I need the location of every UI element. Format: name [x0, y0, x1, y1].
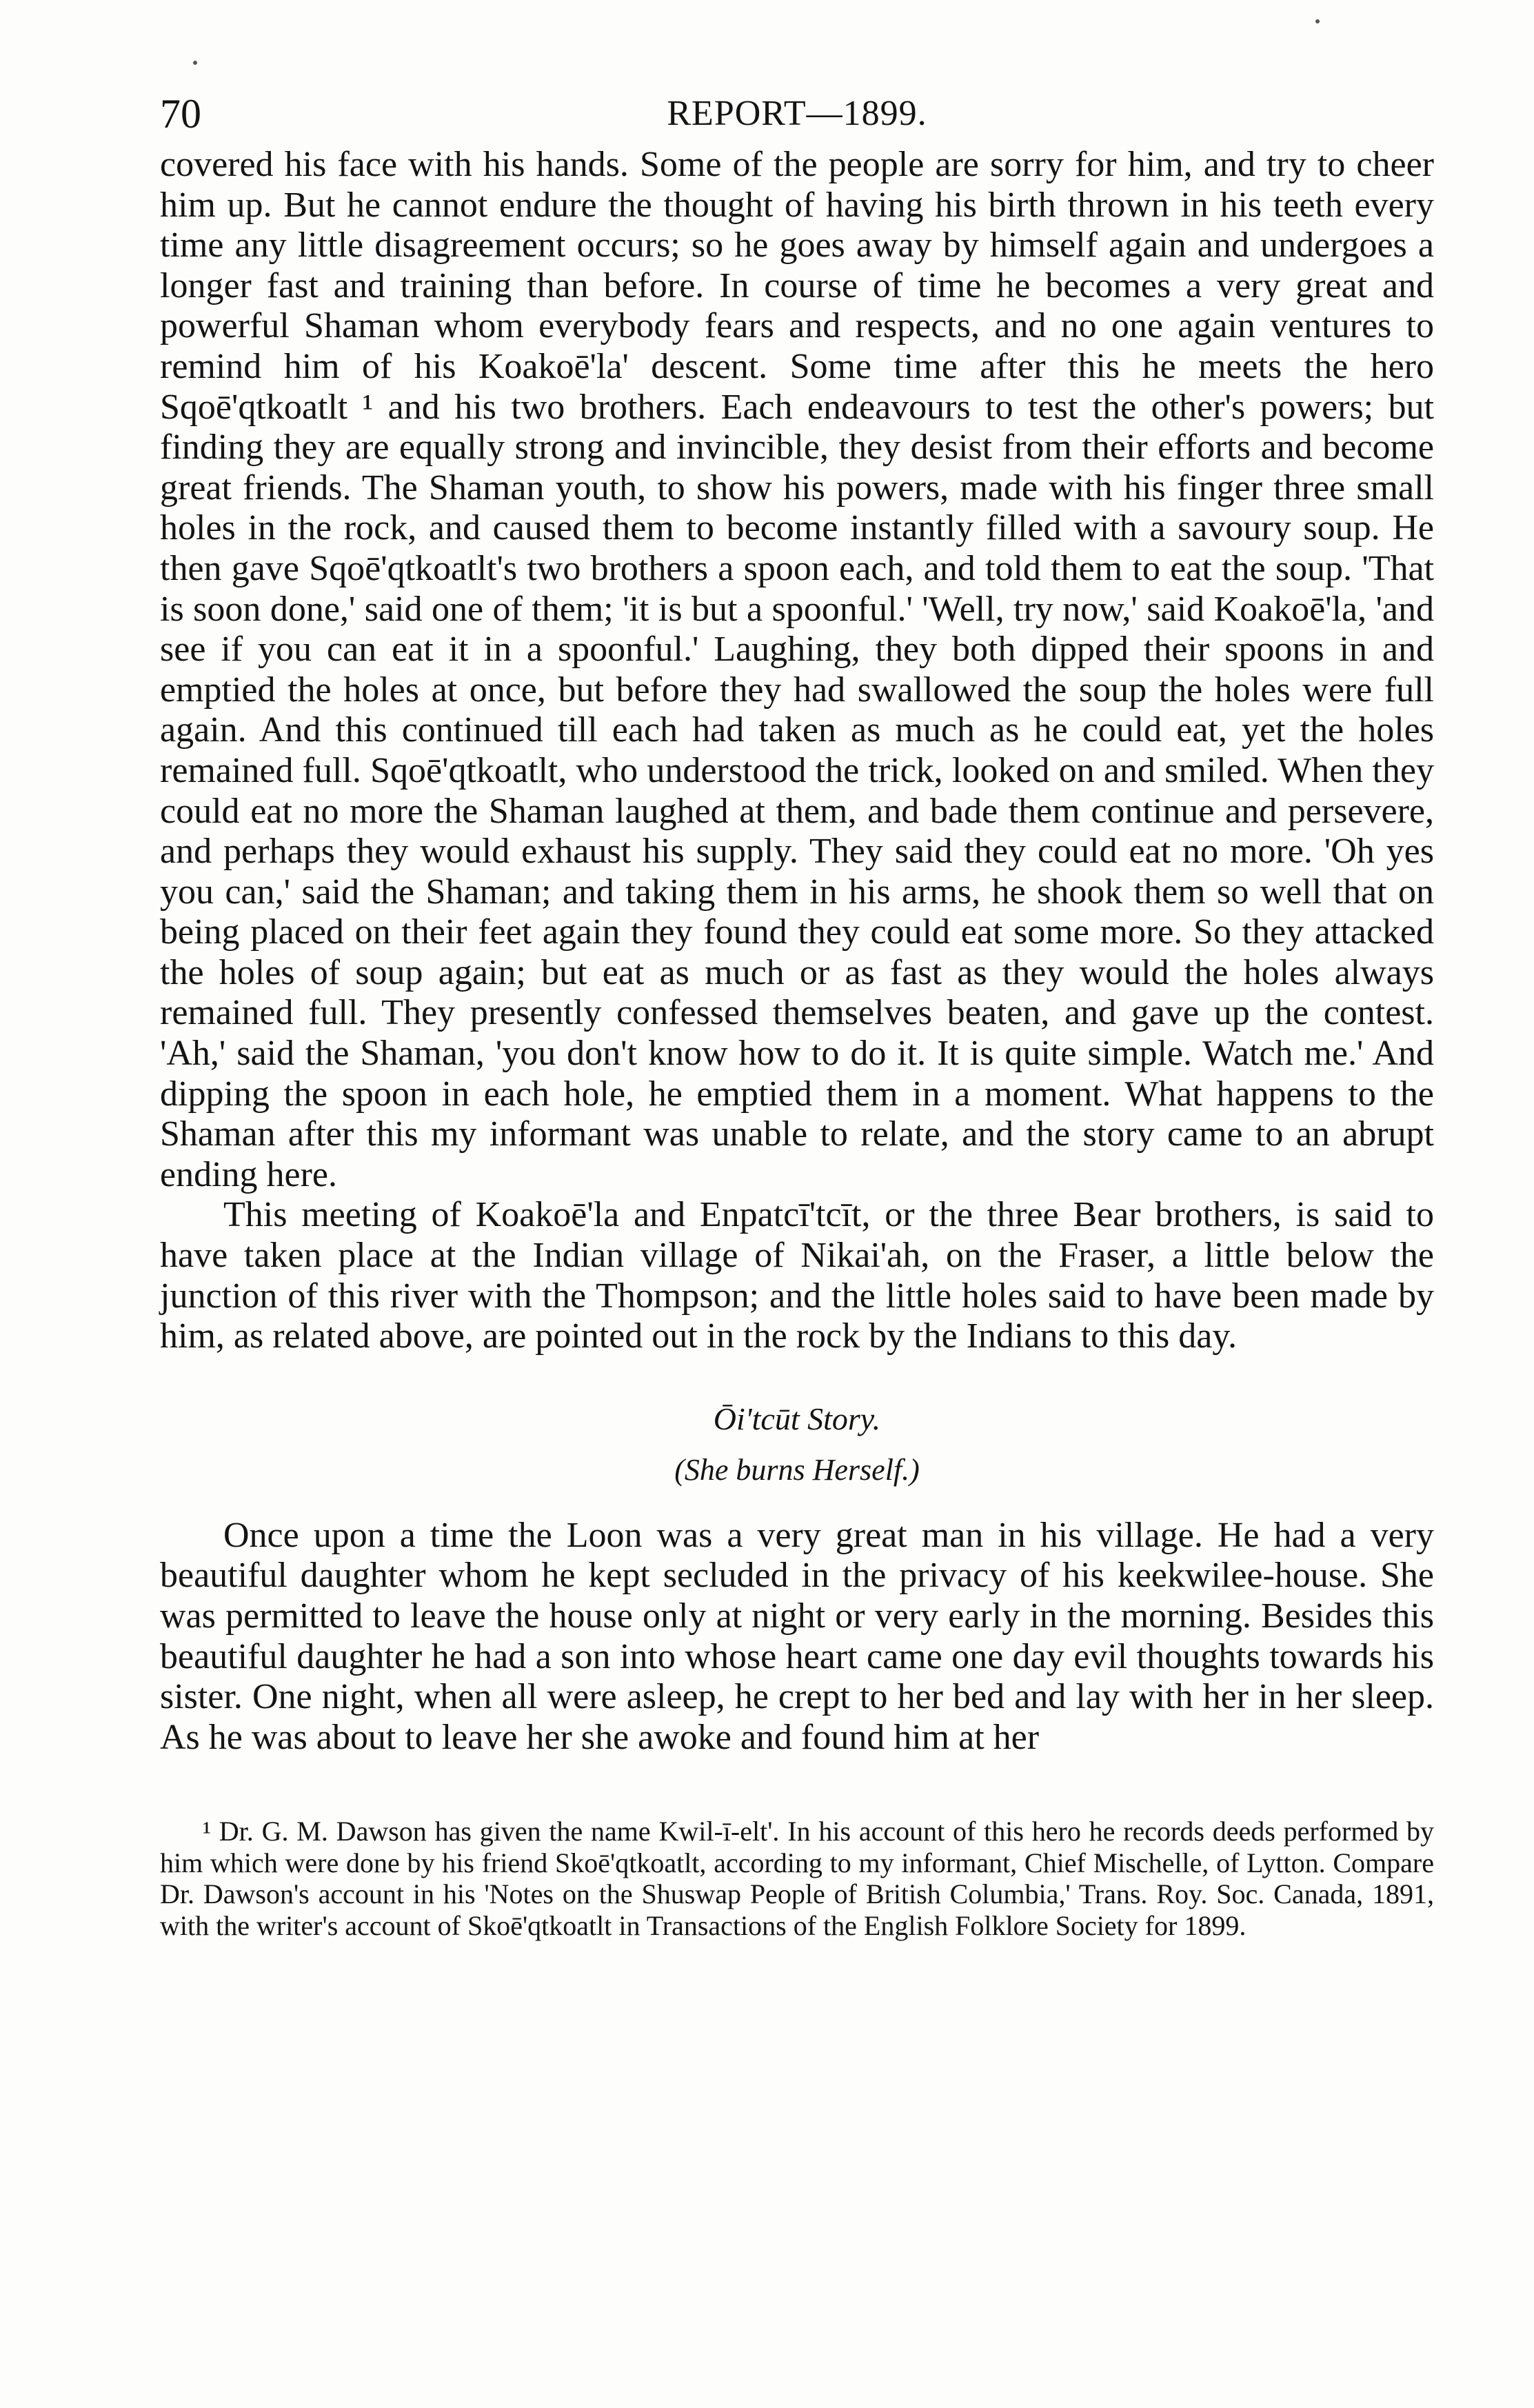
- document-page: [160, 90, 1434, 1941]
- paragraph-continued: covered his face with his hands. Some of the people are sorry for him, and try to cheer him up. But he cannot endure the thought of having his birth thrown in his teeth every time any little disagreement occurs; so he goes away by himself again and undergoes a longer fast and training than before. In course of time he becomes a very great and powerful Shaman whom everybody fears and respects, and no one again ventures to remind him of his Koakoē'la' descent. Some time after this he meets the hero Sqoē'qtkoatlt ¹ and his two brothers. Each endeavours to test the other's powers; but finding they are equally strong and invincible, they desist from their efforts and become great friends. The Shaman youth, to show his powers, made with his finger three small holes in the rock, and caused them to become instantly filled with a savoury soup. He then gave Sqoē'qtkoatlt's two brothers a spoon each, and told them to eat the soup. 'That is soon done,' said one of them; 'it is but a spoonful.' 'Well, try now,' said Koakoē'la, 'and see if you can eat it in a spoonful.' Laughing, they both dipped their spoons in and emptied the holes at once, but before they had swallowed the soup the holes were full again. And this continued till each had taken as much as he could eat, yet the holes remained full. Sqoē'qtkoatlt, who understood the trick, looked on and smiled. When they could eat no more the Shaman laughed at them, and bade them continue and persevere, and perhaps they would exhaust his supply. They said they could eat no more. 'Oh yes you can,' said the Shaman; and taking them in his arms, he shook them so well that on being placed on their feet again they found they could eat some more. So they attacked the holes of soup again; but eat as much or as fast as they would the holes always remained full. They presently confessed themselves beaten, and gave up the contest. 'Ah,' said the Shaman, 'you don't know how to do it. It is quite simple. Watch me.' And dipping the spoon in each hole, he emptied them in a moment. What happens to the Shaman after this my informant was unable to relate, and the story came to an abrupt ending here.: [160, 145, 1434, 1194]
- print-speck: [1315, 19, 1320, 23]
- page-number: 70: [160, 91, 201, 137]
- paragraph-story: Once upon a time the Loon was a very great man in his village. He had a very beautiful daughter whom he kept secluded in the privacy of his keekwilee-house. She was permitted to leave the house only at night or very early in the morning. Besides this beautiful daughter he had a son into whose heart came one day evil thoughts towards his sister. One night, when all were asleep, he crept to her bed and lay with her in her sleep. As he was about to leave her she awoke and found him at her: [160, 1515, 1434, 1757]
- paragraph-meeting: This meeting of Koakoē'la and Enpatcī'tcīt, or the three Bear brothers, is said to have taken place at the Indian village of Nikai'ah, on the Fraser, a little below the junction of this river with the Thompson; and the little holes said to have been made by him, as related above, are pointed out in the rock by the Indians to this day.: [160, 1195, 1434, 1356]
- footnote: ¹ Dr. G. M. Dawson has given the name Kwil-ī-elt'. In his account of this hero he records deeds performed by him which were done by his friend Skoē'qtkoatlt, according to my informant, Chief Mischelle, of Lytton. Compare Dr. Dawson's account in his 'Notes on the Shuswap People of British Columbia,' Trans. Roy. Soc. Canada, 1891, with the writer's account of Skoē'qtkoatlt in Transactions of the English Folklore Society for 1899.: [160, 1816, 1434, 1941]
- section-title: Ōi'tcūt Story.: [713, 1401, 881, 1436]
- section-subtitle: (She burns Herself.): [674, 1452, 920, 1487]
- body-text: [160, 145, 1434, 1758]
- page-header: [160, 90, 1434, 145]
- print-speck: [193, 61, 197, 65]
- running-head: REPORT—1899.: [667, 94, 927, 133]
- footnote-separator: [160, 1758, 1434, 1816]
